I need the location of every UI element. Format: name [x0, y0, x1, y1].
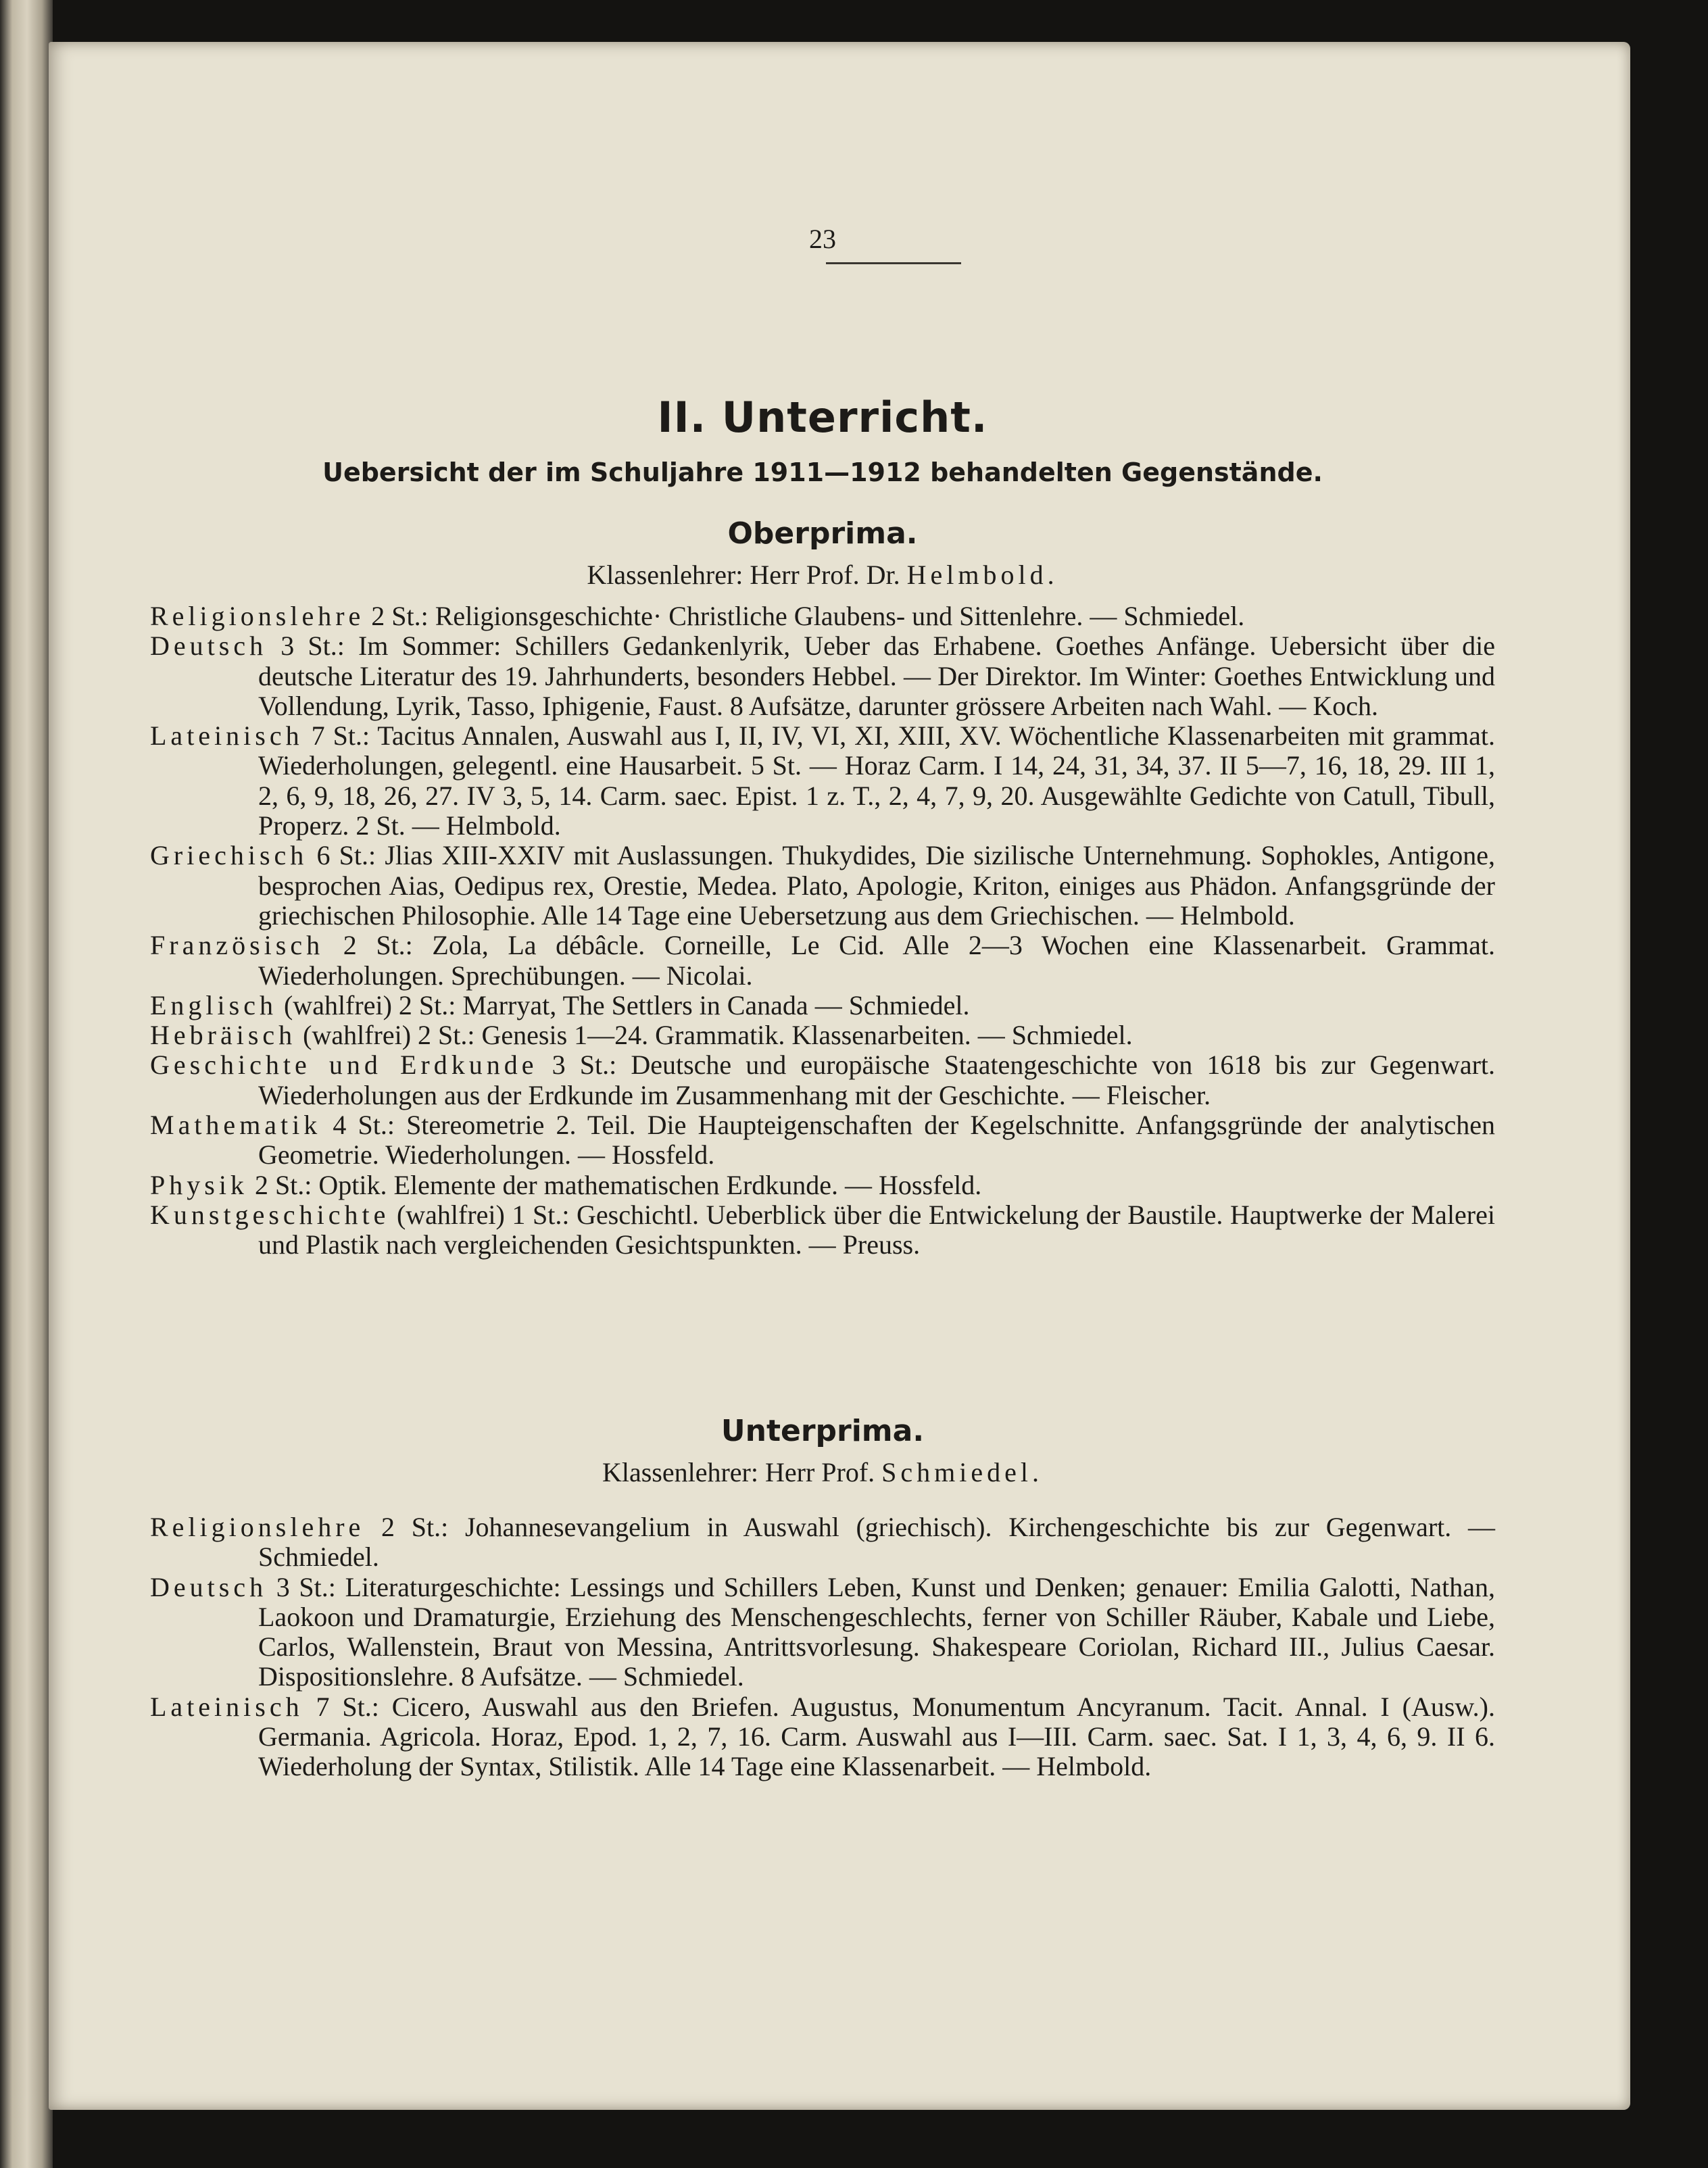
subject-name: Deutsch [150, 631, 268, 662]
subject-name: Französisch [150, 930, 324, 961]
subject-name: Religionslehre [150, 1512, 365, 1542]
subject-entry [150, 1692, 1495, 1782]
subject-name: Geschichte und Erdkunde [150, 1050, 538, 1081]
subject-name: Lateinisch [150, 720, 303, 752]
subject-entry [150, 841, 1495, 931]
subject-text: 6 St.: Jlias XIII-XXIV mit Auslassungen. Thukydides, Die sizilische Unternehmung. Sophokles, Antigone, besprochen Aias, Oedipus rex, Orestie, Medea. Plato, Apologie, Kriton, einiges aus Phädon. Anfangsgründe der griechischen Philosophie. Alle 14 Tage eine Uebersetzung aus dem Griechischen. — Helmbold. [258, 840, 1495, 931]
subject-name: Englisch [150, 989, 277, 1020]
subject-entry [150, 631, 1495, 721]
subject-name: Griechisch [150, 840, 308, 871]
subject-text: 4 St.: Stereometrie 2. Teil. Die Haupteigenschaften der Kegelschnitte. Anfangsgründe der analytischen Geometrie. Wiederholungen. — Hossfeld. [258, 1110, 1495, 1171]
subject-entry [150, 1050, 1495, 1110]
subject-entry [150, 931, 1495, 991]
subject-name: Deutsch [150, 1571, 268, 1602]
subject-list-unterprima [150, 1512, 1495, 1782]
subject-entry [150, 1110, 1495, 1171]
subject-entry [150, 1512, 1495, 1573]
subject-entry [150, 601, 1495, 631]
subject-name: Kunstgeschichte [150, 1199, 390, 1230]
class-teacher-unterprima [150, 1457, 1495, 1488]
page-number-rule [826, 262, 961, 264]
subject-text: 3 St.: Literaturgeschichte: Lessings und Schillers Leben, Kunst und Denken; genauer: Emilia Galotti, Nathan, Laokoon und Dramaturgie, Erziehung des Menschengeschlechts, ferner von Schiller Räuber, Kabale und Liebe, Carlos, Wallenstein, Braut von Messina, Antrittsvorlesung. Shakespeare Coriolan, Richard III., Julius Caesar. Dispositionslehre. 8 Aufsätze. — Schmiedel. [258, 1571, 1495, 1692]
subject-name: Lateinisch [150, 1691, 303, 1722]
chapter-subtitle: Uebersicht der im Schuljahre 1911—1912 behandelten Gegenstände. [322, 458, 1323, 487]
subject-text: 3 St.: Deutsche und europäische Staatengeschichte von 1618 bis zur Gegenwart. Wiederholungen aus der Erdkunde im Zusammenhang mit der Geschichte. — Fleischer. [258, 1050, 1496, 1110]
document-page [49, 42, 1630, 2110]
subject-text: 7 St.: Cicero, Auswahl aus den Briefen. Augustus, Monumentum Ancyranum. Tacit. Annal. I (Ausw.). Germania. Agricola. Horaz, Epod. 1, 2, 7, 16. Carm. Auswahl aus I—III. Carm. saec. Sat. I 1, 3, 4, 6, 9. II 6. Wiederholung der Syntax, Stilistik. Alle 14 Tage eine Klassenarbeit. — Helmbold. [258, 1691, 1496, 1782]
page-number: 23 [809, 224, 836, 254]
subject-name: Physik [150, 1169, 248, 1200]
previous-page-edge [0, 0, 53, 2168]
subject-name: Religionslehre [150, 601, 365, 631]
subject-text: (wahlfrei) 2 St.: Genesis 1—24. Grammatik. Klassenarbeiten. — Schmiedel. [303, 1020, 1133, 1051]
subject-entry [150, 1171, 1495, 1200]
subject-entry [150, 1200, 1495, 1260]
subject-entry [150, 991, 1495, 1020]
subject-text: 2 St.: Zola, La débâcle. Corneille, Le Cid. Alle 2—3 Wochen eine Klassenarbeit. Grammat. Wiederholungen. Sprechübungen. — Nicolai. [258, 930, 1495, 991]
teacher-label: Klassenlehrer: Herr Prof. [602, 1457, 875, 1487]
chapter-title: II. Unterricht. [657, 393, 988, 442]
section-heading-oberprima: Oberprima. [727, 516, 918, 551]
subject-text: (wahlfrei) 2 St.: Marryat, The Settlers in Canada — Schmiedel. [283, 989, 970, 1020]
class-teacher-oberprima [150, 560, 1495, 591]
page-content [150, 42, 1495, 2110]
subject-entry [150, 1020, 1495, 1050]
subject-text: 2 St.: Johannesevangelium in Auswahl (griechisch). Kirchengeschichte bis zur Gegenwart. — Schmiedel. [258, 1512, 1496, 1573]
subject-text: 2 St.: Optik. Elemente der mathematischen Erdkunde. — Hossfeld. [254, 1169, 982, 1200]
subject-text: 3 St.: Im Sommer: Schillers Gedankenlyrik, Ueber das Erhabene. Goethes Anfänge. Uebersicht über die deutsche Literatur des 19. Jahrhunderts, besonders Hebbel. — Der Direktor. Im Winter: Goethes Entwicklung und Vollendung, Lyrik, Tasso, Iphigenie, Faust. 8 Aufsätze, darunter grössere Arbeiten nach Wahl. — Koch. [258, 631, 1496, 721]
subject-text: 7 St.: Tacitus Annalen, Auswahl aus I, II, IV, VI, XI, XIII, XV. Wöchentliche Klassenarbeiten mit grammat. Wiederholungen, gelegentl. eine Hausarbeit. 5 St. — Horaz Carm. I 14, 24, 31, 34, 37. II 5—7, 16, 18, 29. III 1, 2, 6, 9, 18, 26, 27. IV 3, 5, 14. Carm. saec. Epist. 1 z. T., 2, 4, 7, 9, 20. Ausgewählte Gedichte von Catull, Tibull, Properz. 2 St. — Helmbold. [258, 720, 1496, 841]
section-heading-unterprima: Unterprima. [721, 1414, 925, 1448]
teacher-label: Klassenlehrer: Herr Prof. Dr. [587, 560, 900, 590]
subject-text: (wahlfrei) 1 St.: Geschichtl. Ueberblick über die Entwickelung der Baustile. Hauptwerke der Malerei und Plastik nach vergleichenden Gesichtspunkten. — Preuss. [258, 1199, 1495, 1260]
subject-name: Mathematik [150, 1110, 322, 1141]
subject-name: Hebräisch [150, 1020, 297, 1051]
teacher-name: Schmiedel. [881, 1457, 1044, 1487]
subject-text: 2 St.: Religionsgeschichte· Christliche Glaubens- und Sittenlehre. — Schmiedel. [371, 601, 1245, 631]
subject-entry [150, 721, 1495, 841]
subject-list-oberprima [150, 601, 1495, 1260]
subject-entry [150, 1573, 1495, 1692]
teacher-name: Helmbold. [906, 560, 1058, 590]
